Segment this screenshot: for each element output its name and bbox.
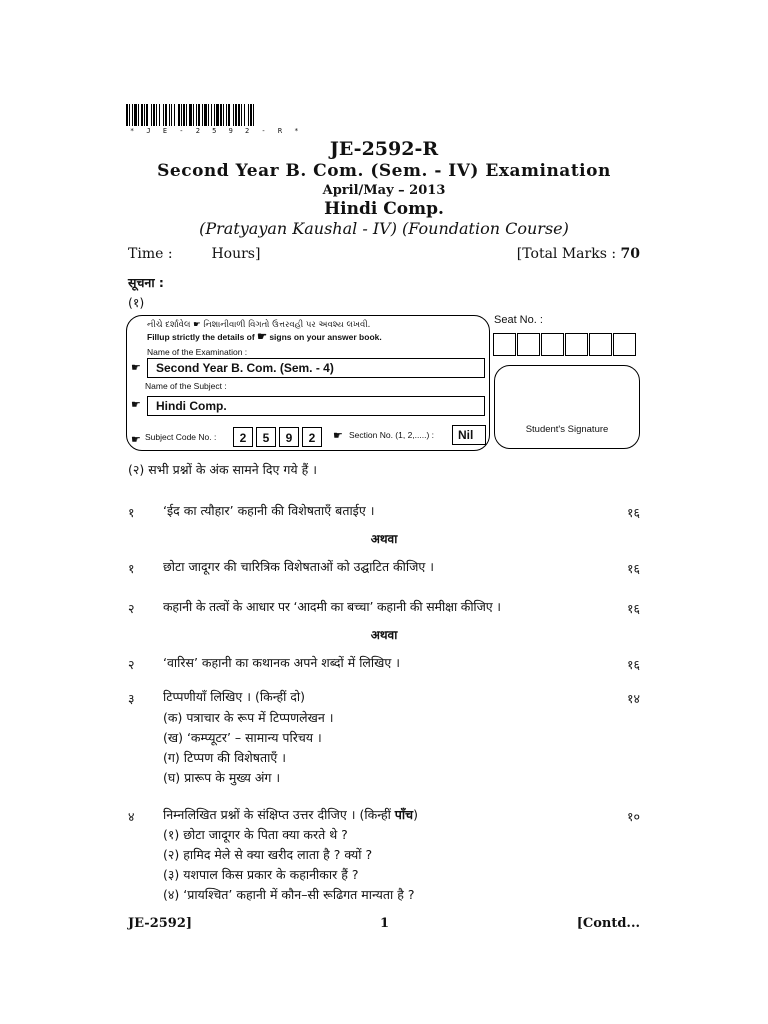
question-marks: १६ <box>626 505 640 520</box>
footer-code: JE-2592] <box>128 916 193 931</box>
section-label: Section No. (1, 2,.....) : <box>349 430 435 440</box>
instruction-item-2: (२) सभी प्रश्नों के अंक सामने दिए गये हैं । <box>128 462 317 477</box>
sub-question: (ग) टिप्पण की विशेषताएँ । <box>163 750 286 765</box>
or-divider: अथवा <box>370 532 398 546</box>
paper-title: (Pratyayan Kaushal - IV) (Foundation Course) <box>199 219 569 238</box>
subject-name-label: Name of the Subject : <box>145 381 227 391</box>
question-number: २ <box>128 601 135 616</box>
fillup-note: Fillup strictly the details of ☛ signs on your answer book. <box>147 331 382 343</box>
question-marks: १० <box>626 809 640 824</box>
page-number: 1 <box>380 916 390 931</box>
signature-label: Student's Signature <box>525 424 609 435</box>
pointer-icon: ☛ <box>131 433 141 446</box>
or-divider: अथवा <box>370 628 398 642</box>
subject-code-digit[interactable]: 5 <box>256 427 276 447</box>
section-field[interactable]: Nil <box>452 425 486 445</box>
total-marks <box>517 246 640 262</box>
seat-no-field[interactable] <box>493 333 637 356</box>
question-number: २ <box>128 657 135 672</box>
pointer-icon: ☛ <box>131 361 141 374</box>
question-marks: १६ <box>626 601 640 616</box>
barcode-text: * J E - 2 5 9 2 - R * <box>130 127 303 135</box>
subject-code-digit[interactable]: 2 <box>233 427 253 447</box>
details-form <box>126 315 490 451</box>
footer-contd: [Contd... <box>576 916 640 931</box>
instruction-item-1: (१) <box>128 295 145 310</box>
signature-box[interactable] <box>494 365 640 449</box>
seat-no-box[interactable] <box>565 333 588 356</box>
subject-code-digit[interactable]: 2 <box>302 427 322 447</box>
sub-question: (क) पत्राचार के रूप में टिप्पणलेखन । <box>163 710 334 725</box>
seat-no-label: Seat No. : <box>494 314 543 326</box>
question-marks: १६ <box>626 657 640 672</box>
exam-name-field[interactable]: Second Year B. Com. (Sem. - 4) <box>147 358 485 378</box>
paper-code: JE-2592-R <box>329 138 439 160</box>
question-number: १ <box>128 561 135 576</box>
instructions-heading: सूचना : <box>128 275 164 290</box>
sub-question: (घ) प्रारूप के मुख्य अंग । <box>163 770 281 785</box>
total-marks-value: 70 <box>620 246 640 262</box>
sub-question: (३) यशपाल किस प्रकार के कहानीकार हैं ? <box>163 867 359 882</box>
time-row <box>128 246 260 262</box>
sub-question: (२) हामिद मेले से क्या खरीद लाता है ? क्यों ? <box>163 847 373 862</box>
question-text: कहानी के तत्वों के आधार पर ‘आदमी का बच्चा’ कहानी की समीक्षा कीजिए । <box>163 599 501 614</box>
exam-title: Second Year B. Com. (Sem. - IV) Examination <box>157 161 611 181</box>
subject-code-label: Subject Code No. : <box>145 432 217 442</box>
exam-name-label: Name of the Examination : <box>147 347 248 357</box>
subject-code-field[interactable] <box>233 427 322 447</box>
gujarati-note: નીચે દર્શાવેલ ☛ નિશાનીવાળી વિગતો ઉત્તરવહી પર અવશ્ય લખવી. <box>147 320 371 330</box>
question-text: निम्नलिखित प्रश्नों के संक्षिप्त उत्तर दीजिए । (किन्हीं पाँच) <box>163 807 418 822</box>
question-text: ‘वारिस’ कहानी का कथानक अपने शब्दों में लिखिए । <box>163 655 400 670</box>
question-marks: १४ <box>626 691 640 706</box>
seat-no-box[interactable] <box>589 333 612 356</box>
subject-code-digit[interactable]: 9 <box>279 427 299 447</box>
exam-session: April/May – 2013 <box>322 183 446 198</box>
question-number: ३ <box>128 691 135 706</box>
pointer-icon: ☛ <box>333 429 343 442</box>
subject-name-field[interactable]: Hindi Comp. <box>147 396 485 416</box>
total-marks-label: [Total Marks : <box>516 246 617 262</box>
subject-title: Hindi Comp. <box>324 199 444 219</box>
question-text: छोटा जादूगर की चारित्रिक विशेषताओं को उद्घाटित कीजिए । <box>163 559 435 574</box>
question-marks: १६ <box>626 561 640 576</box>
seat-no-box[interactable] <box>517 333 540 356</box>
question-text: टिप्पणीयाँ लिखिए । (किन्हीं दो) <box>163 689 306 704</box>
time-value: Hours] <box>211 246 261 262</box>
sub-question: (ख) ‘कम्प्यूटर’ – सामान्य परिचय । <box>163 730 322 745</box>
pointer-icon: ☛ <box>131 398 141 411</box>
barcode <box>126 104 358 126</box>
sub-question: (१) छोटा जादूगर के पिता क्या करते थे ? <box>163 827 348 842</box>
seat-no-box[interactable] <box>613 333 636 356</box>
question-number: १ <box>128 505 135 520</box>
time-label: Time : <box>128 246 173 262</box>
sub-question: (४) ‘प्रायश्चित’ कहानी में कौन–सी रूढिगत मान्यता है ? <box>163 887 415 902</box>
seat-no-box[interactable] <box>493 333 516 356</box>
question-text: ‘ईद का त्यौहार’ कहानी की विशेषताएँ बताईए । <box>163 503 375 518</box>
question-number: ४ <box>128 809 135 824</box>
barcode-bar <box>254 104 256 126</box>
pointer-icon: ☛ <box>257 331 267 343</box>
seat-no-box[interactable] <box>541 333 564 356</box>
